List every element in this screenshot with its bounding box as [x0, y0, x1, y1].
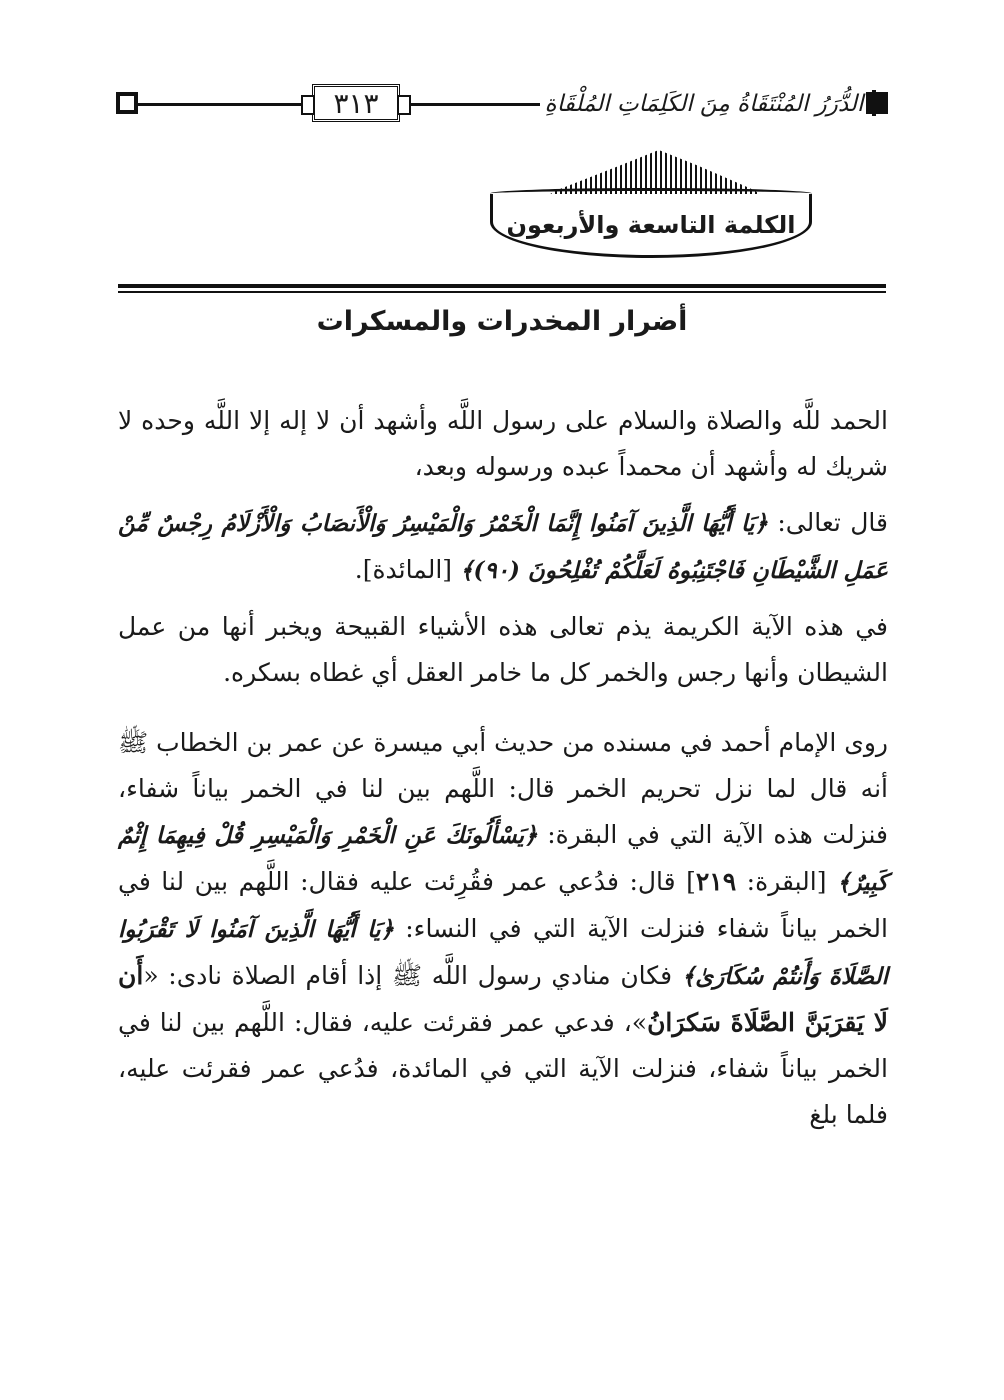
section-rule	[118, 284, 886, 288]
text-run: روى الإمام أحمد في مسنده من حديث أبي ميسرة عن عمر بن الخطاب ﷺ أنه قال لما نزل تحريم الخمر قال: اللَّهم بين لنا في الخمر بياناً شفاء، فنزلت هذه الآية التي في البقرة:	[118, 728, 889, 849]
page-title: أضرار المخدرات والمسكرات	[316, 306, 688, 337]
quran-verse: ﴿يَا أَيُّهَا الَّذِينَ آمَنُوا لَا تَقْرَبُوا الصَّلَاةَ وَأَنتُمْ سُكَارَىٰ﴾	[118, 916, 888, 990]
text-run: قال تعالى:	[767, 508, 889, 537]
chapter-ornament	[490, 150, 812, 268]
header-rule-middle	[400, 103, 540, 106]
verse-reference: [البقرة:	[736, 867, 837, 896]
running-header	[116, 84, 888, 124]
quoted-call: أَن لَا يَقرَبَنَّ الصَّلَاةَ سَكرَانُ	[118, 961, 888, 1037]
body-text	[118, 398, 888, 1138]
chapter-label: الكلمة التاسعة والأربعون	[490, 194, 812, 258]
header-rule-left	[138, 103, 312, 106]
header-ornament-filled-square-icon	[866, 92, 888, 114]
header-ornament-square-icon	[116, 92, 138, 114]
running-title: الدُّرَرُ المُنْتَقَاةُ مِنَ الكَلِمَاتِ المُلْقَاةِ	[540, 84, 868, 124]
paragraph-hadith	[118, 720, 888, 1138]
section-rule-thin	[118, 291, 886, 293]
verse-number: ٢١٩	[695, 867, 737, 896]
quran-verse: ﴿يَسْأَلُونَكَ عَنِ الْخَمْرِ وَالْمَيْسِرِ قُلْ فِيهِمَا إِثْمٌ كَبِيرٌ﴾	[118, 822, 888, 896]
paragraph: الحمد للَّه والصلاة والسلام على رسول اللَّه وأشهد أن لا إله إلا اللَّه وحده لا شريك له وأشهد أن محمداً عبده ورسوله وبعد،	[118, 406, 888, 481]
text-run: ] قال: فدُعي عمر فقُرِئت عليه فقال: اللَّهم بين لنا في الخمر بياناً شفاء فنزلت الآية التي في النساء:	[118, 867, 888, 943]
paragraph: في هذه الآية الكريمة يذم تعالى هذه الأشياء القبيحة ويخبر أنها من عمل الشيطان وأنها رجس والخمر كل ما خامر العقل أي غطاه بسكره.	[118, 612, 888, 687]
quran-verse: ﴿يَا أَيُّهَا الَّذِينَ آمَنُوا إِنَّمَا الْخَمْرُ وَالْمَيْسِرُ وَالْأَنصَابُ وَالْأَزْلَامُ رِجْسٌ مِّنْ عَمَلِ الشَّيْطَانِ فَاجْتَنِبُوهُ لَعَلَّكُمْ تُفْلِحُونَ (٩٠)﴾	[118, 510, 888, 584]
verse-reference: [المائدة].	[354, 555, 460, 584]
page-number: ٣١٣	[312, 84, 400, 122]
text-run: »، فدعي عمر فقرئت عليه، فقال: اللَّهم بين لنا في الخمر بياناً شفاء، فنزلت الآية التي في المائدة، فدُعي عمر فقرئت عليه، فلما بلغ	[118, 1008, 888, 1129]
text-run: فكان منادي رسول اللَّه ﷺ إذا أقام الصلاة نادى: «	[143, 961, 682, 990]
paragraph-verse-citation	[118, 500, 888, 594]
